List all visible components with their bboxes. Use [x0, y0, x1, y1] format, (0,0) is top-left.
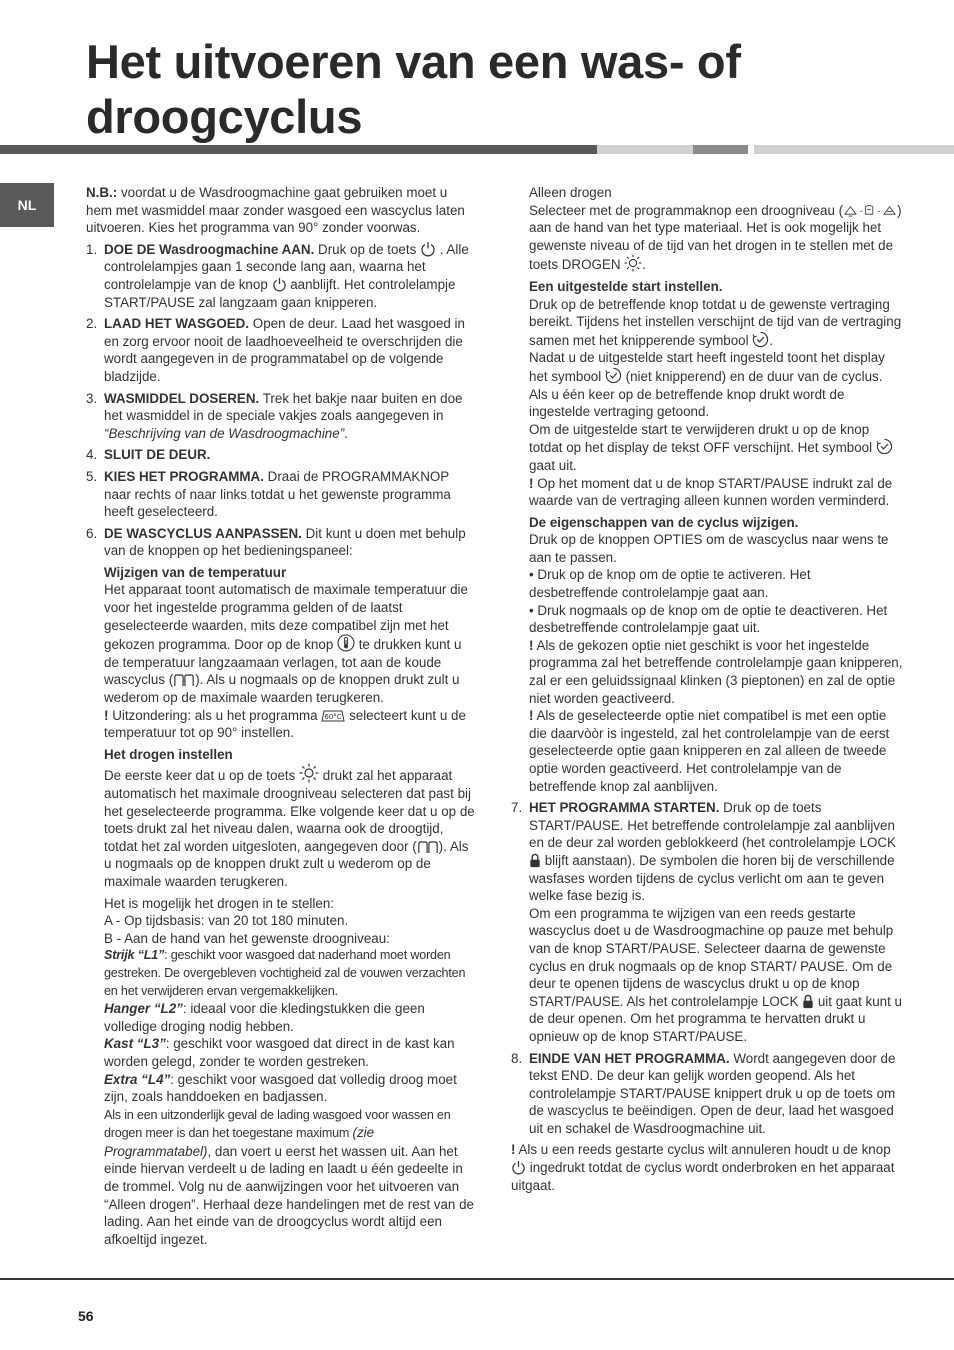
- step-2: 2. LAAD HET WASGOED. Open de deur. Laad het wasgoed in en zorg ervoor nooit de laadhoeveelheid te overschrijden die wordt aangegeven in de programmatabel op de volgende bladzijde.: [86, 316, 465, 384]
- delay-clock-icon: [876, 438, 893, 455]
- delay-clock-icon: [752, 331, 769, 348]
- nb-paragraph: N.B.: voordat u de Wasdroogmachine gaat gebruiken moet u hem met wasmiddel maar zonder wasgoed een wascyclus laten uitvoeren. Kies het programma van 90° zonder voorwas.: [86, 185, 465, 236]
- right-column: [511, 184, 903, 1194]
- drying-heading: Het drogen instellen: [104, 746, 233, 762]
- dry-levels-icon: [843, 203, 897, 218]
- dry-only-heading: Alleen drogen: [529, 185, 612, 200]
- step-6: 6. DE WASCYCLUS AANPASSEN. Dit kunt u doen met behulp van de knoppen op het bedieningspaneel: Wijzigen van de temperatuur Het apparaat toont automatisch de maximale temperatuur die voor het ingestelde programma gelden of de laatst geselecteerde waarden, mits deze compatibel zijn met het gekozen programma. Door op de knop te drukken kunt u de temperatuur langzaamaan verlagen, tot aan de koude wascyclus ( ). Als u nogmaals op de knoppen drukt zult u wederom op de maximale waarden terugkeren. ! Uitzondering: als u het programma selecteert kunt u de temperatuur tot op 90° instellen. Het drogen instellen De eerste keer dat u op de toets drukt zal het apparaat automatisch het maximale droogniveau selecteren dat past bij het geselecteerde programma. Elke volgende keer dat u op de toets drukt zal het niveau dalen, waarna ook de droogtijd, totdat het zal worden uitgesloten, aangegeven door ( ). Als u nogmaals op de knoppen drukt zult u wederom op de maximale waarden terugkeren. Het is mogelijk het drogen in te stellen: A - Op tijdsbasis: van 20 tot 180 minuten. B - Aan de hand van het gewenste droogniveau: Strijk “L1”: geschikt voor wasgoed dat naderhand moet worden gestreken. De overgebleven vochtigheid zal de vouwen verzachten en het verwijderen ervan vergemakkelijken. Hanger “L2”: ideaal voor die kledingstukken die geen volledige droging nodig hebben. Kast “L3”: geschikt voor wasgoed dat direct in de kast kan worden gelegd, zonder te worden gestreken. Extra “L4”: geschikt voor wasgoed dat volledig droog moet zijn, zoals handdoeken en badjassen. Als in een uitzonderlijk geval de lading wasgoed voor wassen en drogen meer is dan het toegestane maximum (zie Programmatabel), dan voert u eerst het wassen uit. Aan het einde hiervan verdeelt u de lading en laadt u één gedeelte in de trommel. Volg nu de aanwijzingen voor het uitvoeren van “Alleen drogen”. Herhaal deze handelingen met de rest van de lading. Aan het einde van de droogcyclus wordt altijd een afkoeltijd ingezet.: [86, 525, 475, 1247]
- footer-rule: [0, 1278, 954, 1280]
- delay-start-heading: Een uitgestelde start instellen.: [529, 278, 723, 294]
- dry-sun-icon: [299, 763, 319, 783]
- level-l1: Strijk “L1”: geschikt voor wasgoed dat naderhand moet worden gestreken. De overgebleven vochtigheid zal de vouwen verzachten en het verwijderen ervan vergemakkelijken.: [104, 948, 466, 998]
- power-icon: [272, 277, 287, 292]
- cold-wash-icon: [417, 841, 439, 854]
- step-3: 3. WASMIDDEL DOSEREN. Trek het bakje naar buiten en doe het wasmiddel in de speciale vakjes zoals aangegeven in “Beschrijving van de Wasdroogmachine”.: [86, 390, 463, 441]
- program-60-icon: [321, 709, 345, 723]
- drying-section: Het drogen instellen De eerste keer dat u op de toets drukt zal het apparaat automatisch het maximale droogniveau selecteren dat past bij het geselecteerde programma. Elke volgende keer dat u op de toets drukt zal het niveau dalen, waarna ook de droogtijd, totdat het zal worden uitgesloten, aangegeven door ( ). Als u nogmaals op de knoppen drukt zult u wederom op de maximale waarden terugkeren.: [104, 746, 475, 889]
- temperature-heading: Wijzigen van de temperatuur: [104, 564, 287, 580]
- step-1: 1. DOE DE Wasdroogmachine AAN. Druk op de toets . Alle controlelampjes gaan 1 seconde lang aan, waarna het controlelampje van de knop aanblijft. Het controlelampje START/PAUSE zal langzaam gaan knipperen.: [86, 241, 469, 310]
- step-4: 4. SLUIT DE DEUR.: [86, 447, 211, 463]
- nb-label: N.B.:: [86, 185, 118, 200]
- lock-icon: [802, 994, 814, 1009]
- delay-start-section: Een uitgestelde start instellen. Druk op de betreffende knop totdat u de gewenste vertraging bereikt. Tijdens het instellen verschijnt de tijd van de vertraging samen met het knipperende symbool . Nadat u de uitgestelde start heeft ingesteld toont het display het symbool (niet knipperend) en de duur van de cyclus. Als u één keer op de betreffende knop drukt wordt de ingestelde vertraging getoond. Om de uitgestelde start te verwijderen drukt u op de knop totdat op het display de tekst OFF verschijnt. Het symbool gaat uit. ! Op het moment dat u de knop START/PAUSE indrukt zal de waarde van de vertraging alleen kunnen worden verminderd.: [529, 278, 902, 509]
- step-7: 7. HET PROGRAMMA STARTEN. Druk op de toets START/PAUSE. Het betreffende controlelampje zal aanblijven en de deur zal worden geblokkeerd (het controlelampje LOCK blijft aanstaan). De symbolen die horen bij de verschillende wasfases worden tijdens de cyclus verlicht om aan te geven welke fase bezig is. Om een programma te wijzigen van een reeds gestarte wascyclus doet u de Wasdroogmachine op pauze met behulp van de knop START/PAUSE. Selecteer daarna de gewenste cyclus en druk nogmaals op de knop START/ PAUSE. Om de deur te openen tijdens de wascyclus drukt u op de knop START/PAUSE. Als het controlelampje LOCK uit gaat kunt u de deur openen. Om het programma te hervatten drukt u opnieuw op de knop START/PAUSE.: [511, 800, 902, 1044]
- power-icon: [511, 1160, 526, 1175]
- delay-clock-icon: [605, 367, 622, 384]
- lock-icon: [529, 853, 541, 868]
- cancel-note: ! Als u een reeds gestarte cyclus wilt annuleren houdt u de knop ingedrukt totdat de cyclus wordt onderbroken en het apparaat uitgaat.: [511, 1142, 895, 1193]
- overload-note: Als in een uitzonderlijk geval de lading wasgoed voor wassen en drogen meer is dan het toegestane maximum (zie Programmatabel), dan voert u eerst het wassen uit. Aan het einde hiervan verdeelt u de lading en laadt u één gedeelte in de trommel. Volg nu de aanwijzingen voor het uitvoeren van “Alleen drogen”. Herhaal deze handelingen met de rest van de lading. Aan het einde van de droogcyclus wordt altijd een afkoeltijd ingezet.: [104, 1107, 474, 1247]
- page-number: 56: [78, 1308, 94, 1324]
- page-title: Het uitvoeren van een was- of droogcyclus: [86, 35, 741, 143]
- dry-sun-icon: [624, 254, 642, 272]
- options-section: De eigenschappen van de cyclus wijzigen. Druk op de knoppen OPTIES om de wascyclus naar wens te aan te passen. • Druk op de knop om de optie te activeren. Het desbetreffende controlelampje gaat aan. • Druk nogmaals op de knop om de optie te deactiveren. Het desbetreffende controlelampje gaat uit. ! Als de gekozen optie niet geschikt is voor het ingestelde programma zal het betreffende controlelampje gaan knipperen, zal er een geluidssignaal klinken (3 pieptonen) en zal de optie niet worden geactiveerd. ! Als de geselecteerde optie niet compatibel is met een optie die daarvòòr is ingesteld, zal het controlelampje van de eerst geselecteerde optie gaan knipperen en zal alleen de tweede optie worden geactiveerd. Het controlelampje van de betreffende knop zal aanblijven.: [529, 514, 903, 794]
- step-5: 5. KIES HET PROGRAMMA. Draai de PROGRAMMAKNOP naar rechts of naar links totdat u het gewenste programma heeft geselecteerd.: [86, 468, 451, 520]
- language-tab: NL: [0, 183, 54, 227]
- cold-wash-icon: [173, 674, 195, 687]
- options-heading: De eigenschappen van de cyclus wijzigen.: [529, 514, 799, 530]
- temperature-section: Wijzigen van de temperatuur Het apparaat toont automatisch de maximale temperatuur die voor het ingestelde programma gelden of de laatst geselecteerde waarden, mits deze compatibel zijn met het gekozen programma. Door op de knop te drukken kunt u de temperatuur langzaamaan verlagen, tot aan de koude wascyclus ( ). Als u nogmaals op de knoppen drukt zult u wederom op de maximale waarden terugkeren. ! Uitzondering: als u het programma selecteert kunt u de temperatuur tot op 90° instellen.: [104, 564, 476, 742]
- level-l2: Hanger “L2”: ideaal voor die kledingstukken die geen volledige droging nodig hebben.: [104, 1001, 425, 1034]
- thermometer-icon: [337, 634, 355, 652]
- header-bar-light: [597, 145, 693, 154]
- level-l4: Extra “L4”: geschikt voor wasgoed dat volledig droog moet zijn, zoals handdoeken en badjassen.: [104, 1071, 457, 1105]
- header-bar-mid: [693, 145, 748, 154]
- power-icon: [420, 241, 436, 257]
- header-bar-light-end: [754, 145, 954, 154]
- drying-options: Het is mogelijk het drogen in te stellen: A - Op tijdsbasis: van 20 tot 180 minuten. B - Aan de hand van het gewenste droogniveau: Strijk “L1”: geschikt voor wasgoed dat naderhand moet worden gestreken. De overgebleven vochtigheid zal de vouwen verzachten en het verwijderen ervan vergemakkelijken. Hanger “L2”: ideaal voor die kledingstukken die geen volledige droging nodig hebben. Kast “L3”: geschikt voor wasgoed dat direct in de kast kan worden gelegd, zonder te worden gestreken. Extra “L4”: geschikt voor wasgoed dat volledig droog moet zijn, zoals handdoeken en badjassen. Als in een uitzonderlijk geval de lading wasgoed voor wassen en drogen meer is dan het toegestane maximum (zie Programmatabel), dan voert u eerst het wassen uit. Aan het einde hiervan verdeelt u de lading en laadt u één gedeelte in de trommel. Volg nu de aanwijzingen voor het uitvoeren van “Alleen drogen”. Herhaal deze handelingen met de rest van de lading. Aan het einde van de droogcyclus wordt altijd een afkoeltijd ingezet.: [104, 895, 476, 1249]
- dry-only-section: Alleen drogen Selecteer met de programmaknop een droogniveau ( ) aan de hand van het type materiaal. Het is ook mogelijk het gewenste niveau of de tijd van het drogen in te stellen met de toets DROGEN . Een uitgestelde start instellen. Druk op de betreffende knop totdat u de gewenste vertraging bereikt. Tijdens het instellen verschijnt de tijd van de vertraging samen met het knipperende symbool . Nadat u de uitgestelde start heeft ingesteld toont het display het symbool (niet knipperend) en de duur van de cyclus. Als u één keer op de betreffende knop drukt wordt de ingestelde vertraging getoond. Om de uitgestelde start te verwijderen drukt u op de knop totdat op het display de tekst OFF verschijnt. Het symbool gaat uit. ! Op het moment dat u de knop START/PAUSE indrukt zal de waarde van de vertraging alleen kunnen worden verminderd. De eigenschappen van de cyclus wijzigen. Druk op de knoppen OPTIES om de wascyclus naar wens te aan te passen. • Druk op de knop om de optie te activeren. Het desbetreffende controlelampje gaat aan. • Druk nogmaals op de knop om de optie te deactiveren. Het desbetreffende controlelampje gaat uit. ! Als de gekozen optie niet geschikt is voor het ingestelde programma zal het betreffende controlelampje gaan knipperen, zal er een geluidssignaal klinken (3 pieptonen) en zal de optie niet worden geactiveerd. ! Als de geselecteerde optie niet compatibel is met een optie die daarvòòr is ingesteld, zal het controlelampje van de eerst geselecteerde optie gaan knipperen en zal alleen de tweede optie worden geactiveerd. Het controlelampje van de betreffende knop zal aanblijven.: [529, 185, 903, 794]
- step-8: 8. EINDE VAN HET PROGRAMMA. Wordt aangegeven door de tekst END. De deur kan gelijk worden geopend. Als het controlelampje START/PAUSE knippert druk u op de toets om de wascyclus te beëindigen. Open de deur, laad het wasgoed uit en schakel de Wasdroogmachine uit.: [511, 1050, 896, 1136]
- left-column: [86, 184, 476, 1248]
- level-l3: Kast “L3”: geschikt voor wasgoed dat direct in de kast kan worden gelegd, zonder te worden gestreken.: [104, 1036, 455, 1069]
- header-bar-dark: [0, 145, 597, 154]
